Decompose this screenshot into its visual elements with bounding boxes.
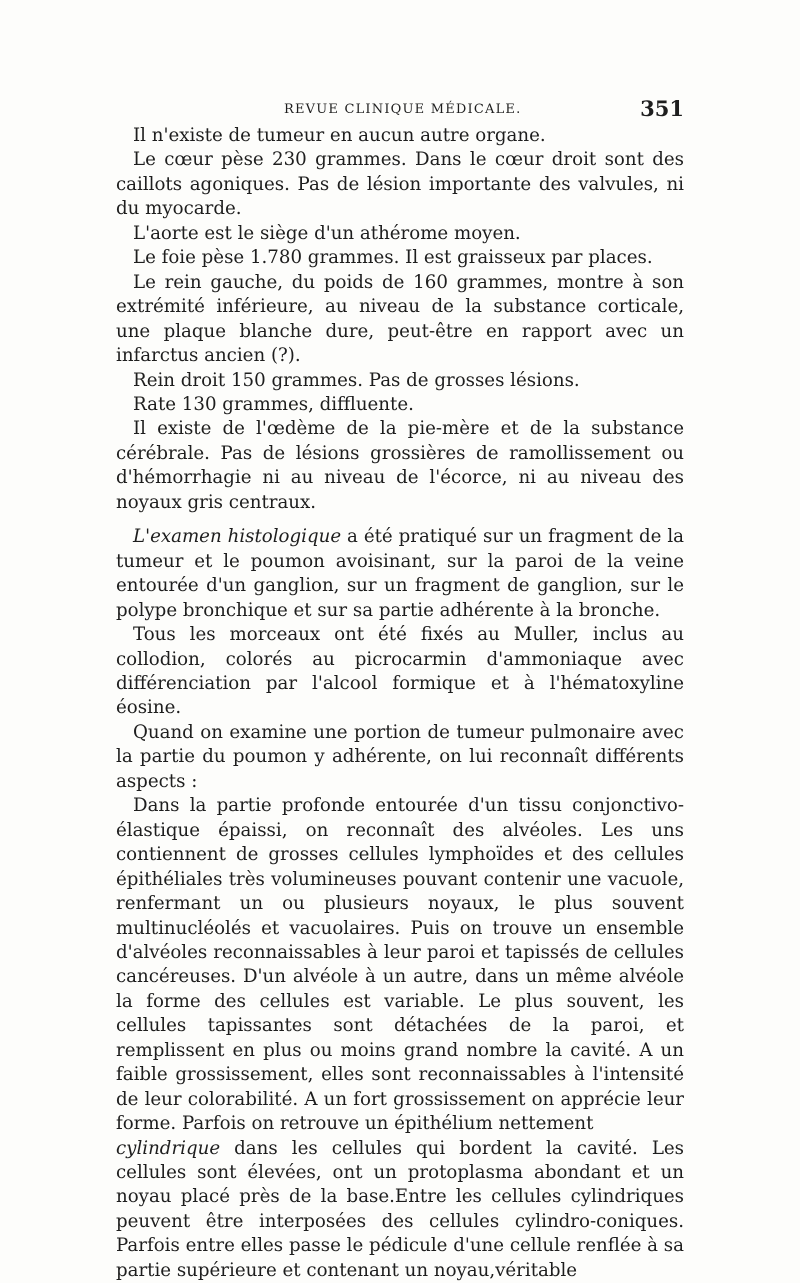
paragraph: Le rein gauche, du poids de 160 grammes, montre à son extrémité inférieure, au niveau de la substance corticale, une plaque blanche dure, peut-être en rapport avec un infarctus ancien (?).: [116, 271, 684, 367]
running-title: REVUE CLINIQUE MÉDICALE.: [284, 102, 522, 117]
paragraph: Il existe de l'œdème de la pie-mère et de la substance cérébrale. Pas de lésions grossières de ramollissement ou d'hémorrhagie ni au niveau de l'écorce, ni au niveau des noyaux gris centraux.: [116, 418, 684, 513]
book-page: [116, 94, 684, 1283]
paragraph: Il n'existe de tumeur en aucun autre organe.: [133, 125, 546, 146]
paragraph: Rate 130 grammes, diffluente.: [133, 393, 414, 415]
paragraph: Quand on examine une portion de tumeur pulmonaire avec la partie du poumon y adhérente, on lui reconnaît différents aspects :: [116, 721, 684, 792]
paragraph: Tous les morceaux ont été fixés au Muller, inclus au collodion, colorés au picrocarmin d'ammoniaque avec différenciation par l'alcool formique et à l'hématoxyline éosine.: [116, 624, 684, 719]
paragraph: L'aorte est le siège d'un athérome moyen.: [133, 222, 521, 244]
paragraph: L'examen histologique a été pratiqué sur un fragment de la tumeur et le poumon avoisinant, sur la paroi de la veine entourée d'un ganglion, sur un fragment de ganglion, sur le polype bronchique et sur sa partie adhérente à la bronche.: [116, 526, 684, 621]
paragraph: cylindrique dans les cellules qui bordent la cavité. Les cellules sont élevées, ont un protoplasma abondant et un noyau placé près de la base.Entre les cellules cylindriques peuvent être interposées des cellules cylindro-coniques. Parfois entre elles passe le pédicule d'une cellule renflée à sa partie supérieure et contenant un noyau,véritable: [116, 1137, 684, 1281]
italic-term: cylindrique: [116, 1137, 221, 1159]
paragraph: Rein droit 150 grammes. Pas de grosses lésions.: [133, 369, 580, 391]
paragraph: Le cœur pèse 230 grammes. Dans le cœur droit sont des caillots agoniques. Pas de lésion importante des valvules, ni du myocarde.: [116, 149, 684, 220]
page-number: 351: [640, 96, 684, 121]
body-text: [116, 124, 684, 1283]
page-header: [116, 94, 684, 124]
paragraph: Le foie pèse 1.780 grammes. Il est graisseux par places.: [133, 247, 653, 269]
paragraph: Dans la partie profonde entourée d'un tissu conjonctivo-élastique épaissi, on reconnaît des alvéoles. Les uns contiennent de grosses cellules lymphoïdes et des cellules épithéliales très volumineuses pouvant contenir une vacuole, renfermant un ou plusieurs noyaux, le plus souvent multinucléolés et vacuolaires. Puis on trouve un ensemble d'alvéoles reconnaissables à leur paroi et tapissés de cellules cancéreuses. D'un alvéole à un autre, dans un même alvéole la forme des cellules est variable. Le plus souvent, les cellules tapissantes sont détachées de la paroi, et remplissent en plus ou moins grand nombre la cavité. A un faible grossissement, elles sont reconnaissables à l'intensité de leur colorabilité. A un fort grossissement on apprécie leur forme. Parfois on retrouve un épithélium nettement: [116, 795, 684, 1135]
italic-term: L'examen histologique: [133, 526, 342, 548]
